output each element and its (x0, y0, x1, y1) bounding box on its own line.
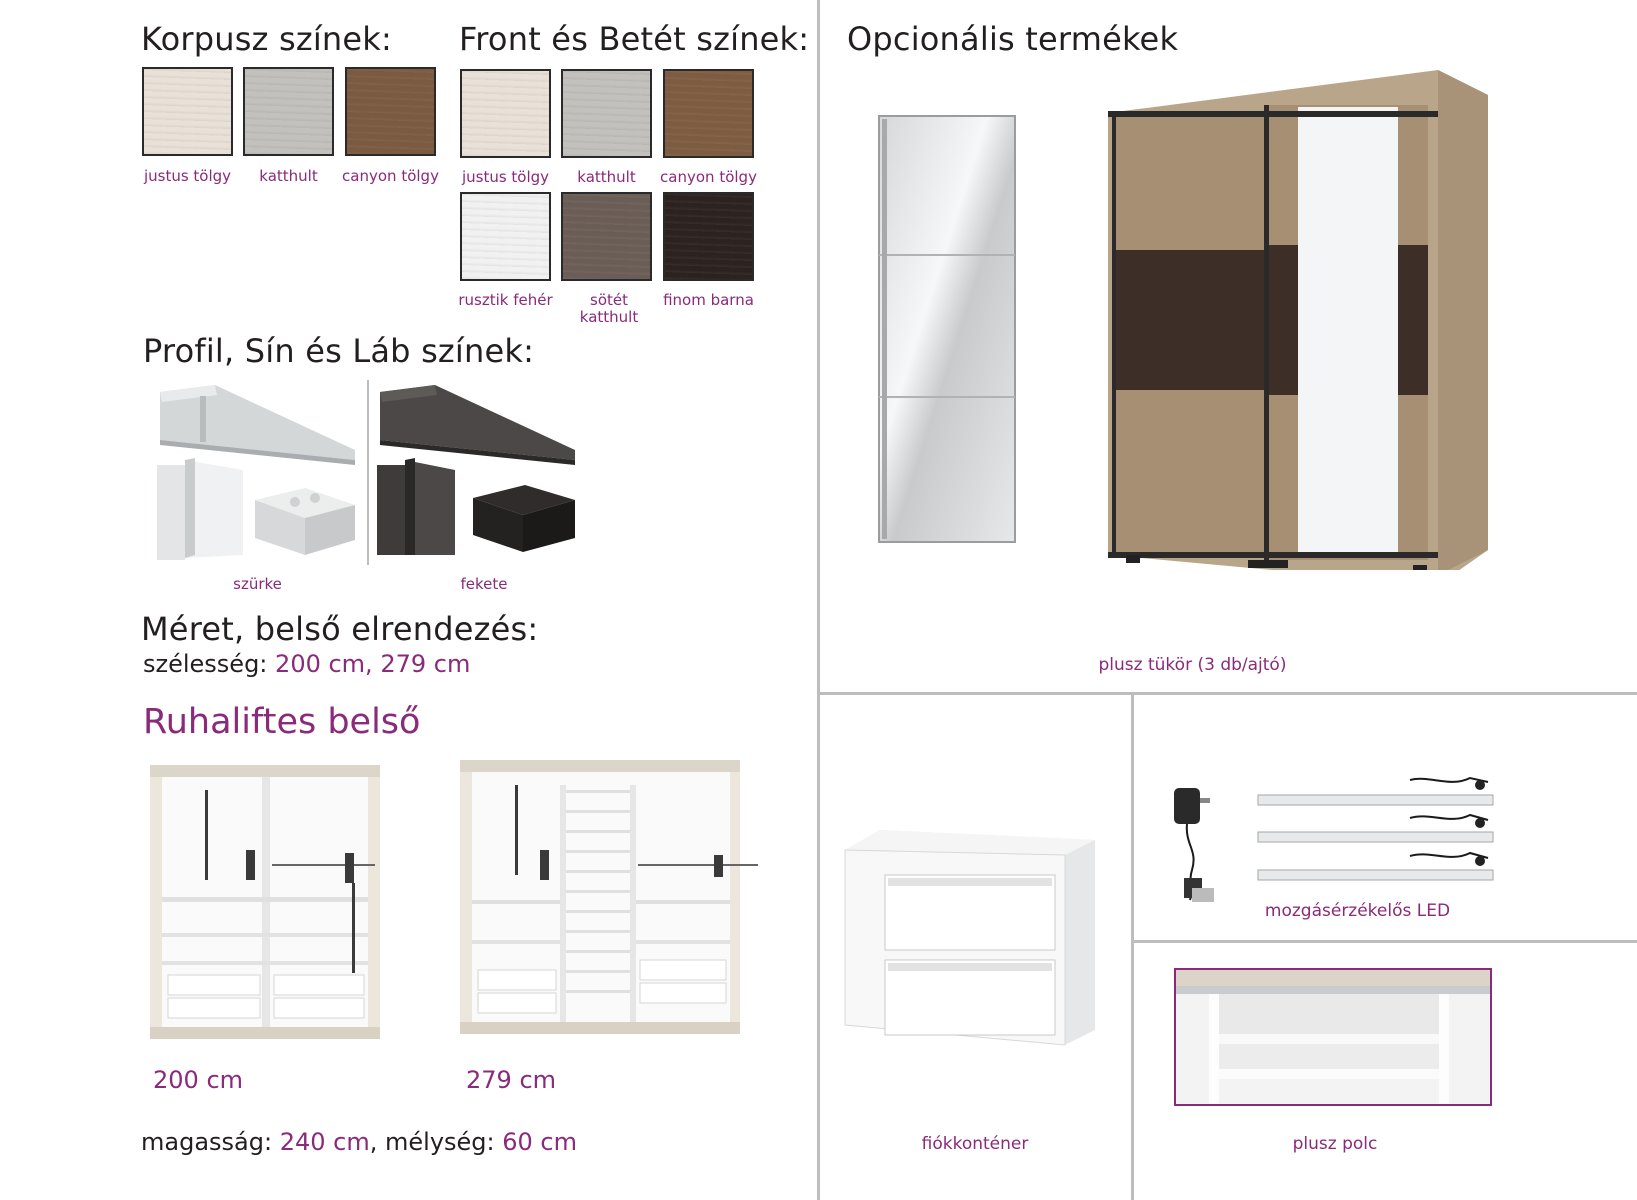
korpusz-0-swatch (142, 67, 233, 156)
korpusz-0-label: justus tölgy (143, 167, 232, 185)
front-2-swatch (663, 69, 754, 158)
grey-profile (157, 458, 243, 560)
front-4-swatch (561, 192, 652, 281)
extra-shelf-illustration (1174, 968, 1494, 1108)
front-title: Front és Betét színek: (459, 20, 810, 58)
led-shelf-divider (1134, 940, 1637, 943)
korpusz-title: Korpusz színek: (141, 20, 392, 58)
led-kit-illustration (1170, 770, 1500, 915)
front-0-swatch (460, 69, 551, 158)
front-3-label: rusztik fehér (458, 291, 553, 309)
wardrobe-279-interior (460, 760, 760, 1040)
front-4-label: sötét katthult (579, 291, 639, 326)
width-line (143, 650, 470, 678)
korpusz-2-label: canyon tölgy (342, 167, 439, 185)
dims-line (141, 1128, 577, 1156)
profil-label-szurke: szürke (233, 575, 282, 593)
led-label: mozgásérzékelős LED (1264, 901, 1451, 921)
dark-foot (473, 485, 575, 552)
mirror-panel-illustration (878, 115, 1018, 545)
front-2-label: canyon tölgy (660, 168, 757, 186)
optional-title: Opcionális termékek (847, 20, 1179, 58)
depth-label: mélység: (385, 1128, 495, 1156)
ruhalift-title: Ruhaliftes belső (143, 702, 421, 742)
mirror-label: plusz tükör (3 db/ajtó) (1098, 655, 1287, 675)
korpusz-2-swatch (345, 67, 436, 156)
dims-separator: , (369, 1128, 378, 1156)
front-5-swatch (663, 192, 754, 281)
main-vertical-divider (817, 0, 820, 1200)
wardrobe-with-mirror-illustration (1108, 65, 1493, 570)
depth-value: 60 cm (502, 1128, 577, 1156)
korpusz-1-label: katthult (259, 167, 318, 185)
width-value: 200 cm, 279 cm (275, 650, 471, 678)
meret-title: Méret, belső elrendezés: (141, 610, 539, 648)
wardrobe-200-interior (150, 765, 382, 1040)
size-200-label: 200 cm (153, 1066, 244, 1094)
korpusz-1-swatch (243, 67, 334, 156)
front-1-label: katthult (577, 168, 636, 186)
grey-rail (160, 385, 355, 465)
bottom-vertical-divider (1131, 695, 1134, 1200)
height-value: 240 cm (279, 1128, 370, 1156)
drawer-label: fiókkonténer (921, 1134, 1029, 1154)
front-5-label: finom barna (663, 291, 754, 309)
width-label: szélesség: (143, 650, 268, 678)
led-strips (1258, 778, 1493, 880)
front-1-swatch (561, 69, 652, 158)
front-0-label: justus tölgy (461, 168, 550, 186)
shelf-label: plusz polc (1292, 1134, 1378, 1154)
front-3-swatch (460, 192, 551, 281)
led-adapter (1174, 788, 1214, 902)
dark-profile (377, 458, 455, 555)
grey-foot (255, 488, 355, 555)
profil-label-fekete: fekete (460, 575, 508, 593)
profil-title: Profil, Sín és Láb színek: (143, 332, 535, 370)
size-279-label: 279 cm (466, 1066, 557, 1094)
drawer-container-illustration (840, 830, 1110, 1050)
dark-rail (380, 385, 575, 465)
right-horizontal-divider (820, 692, 1637, 695)
profile-parts-illustration (155, 380, 580, 565)
height-label: magasság: (141, 1128, 273, 1156)
